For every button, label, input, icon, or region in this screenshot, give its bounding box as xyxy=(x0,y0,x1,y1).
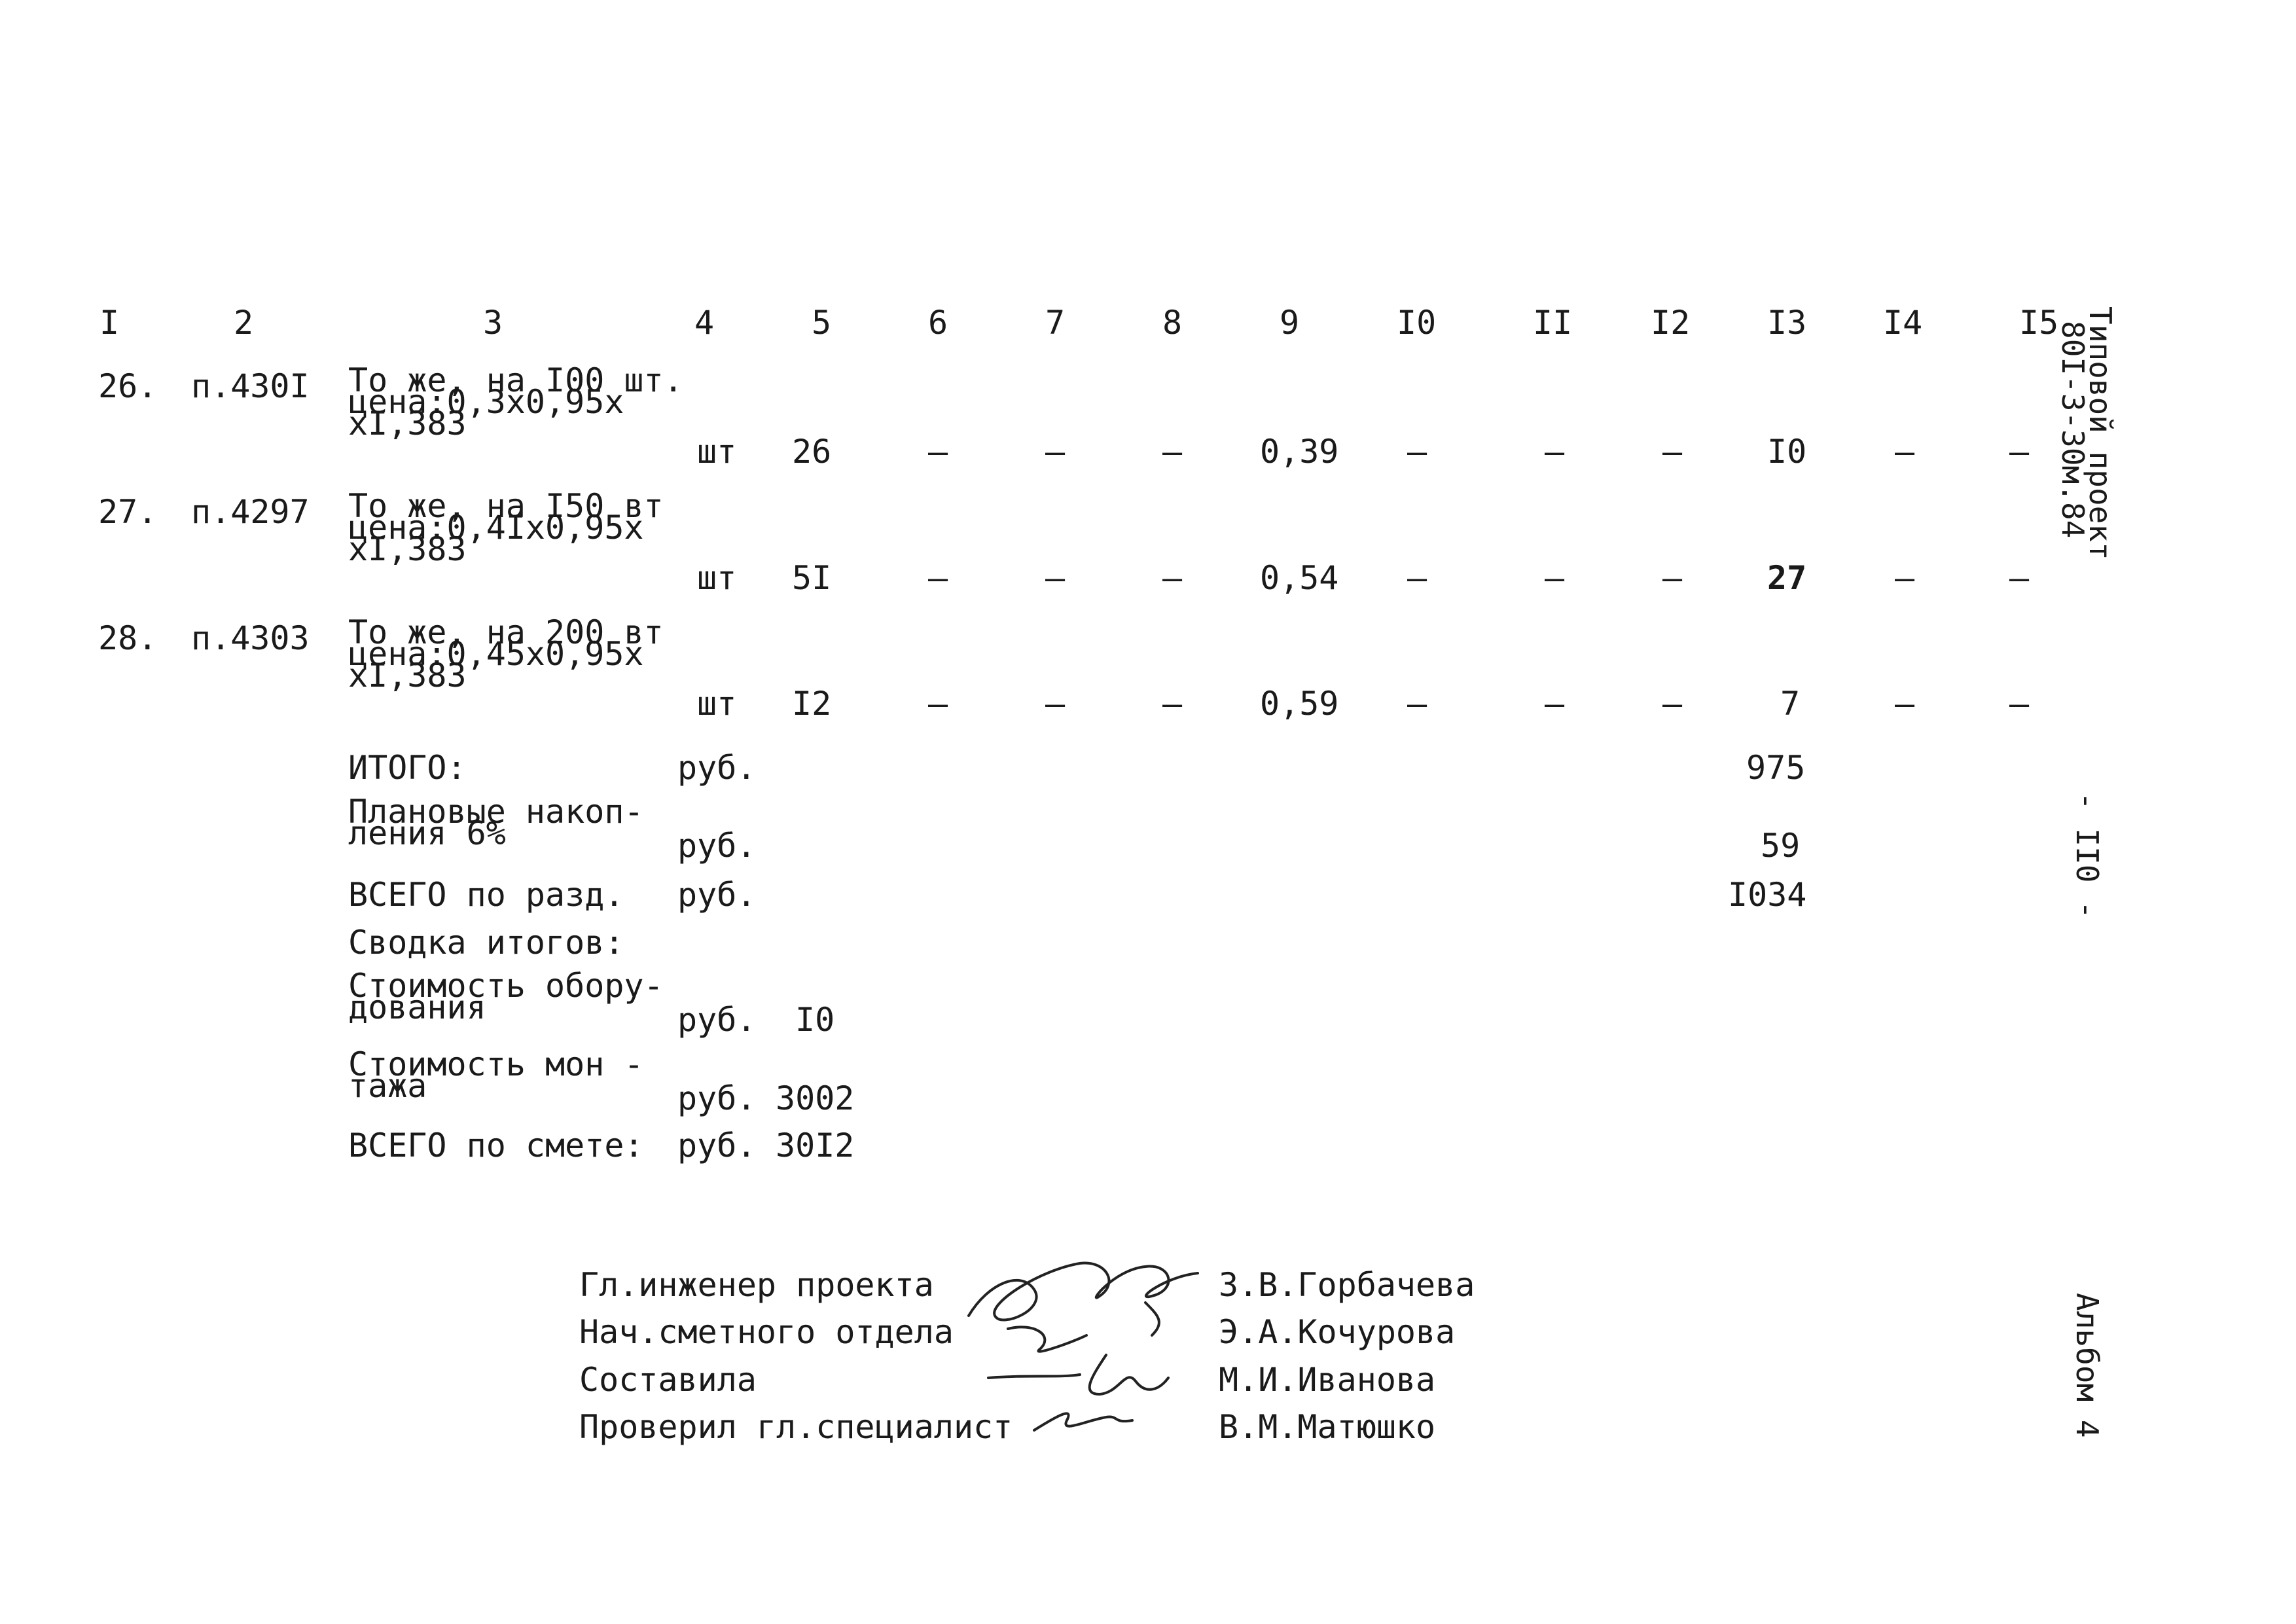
row-col7: – xyxy=(1045,559,1066,597)
row-description: То же, на I50 вт цена:0,4Iх0,95х хI,383 xyxy=(348,487,664,568)
row-col5: 26 xyxy=(792,433,832,471)
project-title: Типовой проект xyxy=(2083,306,2118,560)
signature-role: Гл.инженер проекта xyxy=(579,1266,934,1304)
row-col5: 5I xyxy=(792,559,832,597)
row-col15: – xyxy=(2009,559,2030,597)
row-col13: 7 xyxy=(1780,685,1801,723)
row-col14: – xyxy=(1895,433,1915,471)
planned-savings-label: Плановые накоп- ления 6% xyxy=(348,793,644,852)
row-number: 27. xyxy=(98,493,158,531)
installation-cost-value: 3002 xyxy=(776,1079,855,1117)
section-total-label: ВСЕГО по разд. xyxy=(348,876,624,914)
installation-cost-label: Стоимость мон - тажа xyxy=(348,1045,644,1105)
estimate-total-label: ВСЕГО по смете: xyxy=(348,1127,644,1164)
total-unit: руб. xyxy=(677,749,757,787)
signature-name: З.В.Горбачева xyxy=(1219,1266,1475,1304)
row-unit: шт xyxy=(697,685,737,723)
equipment-cost-unit: руб. xyxy=(677,1001,757,1039)
page-number: - II0 - xyxy=(2070,792,2105,919)
estimate-total-unit: руб. xyxy=(677,1127,757,1164)
planned-savings-unit: руб. xyxy=(677,827,757,865)
col-num-8: 8 xyxy=(1162,304,1183,342)
total-label: ИТОГО: xyxy=(348,749,467,787)
row-col9: 0,39 xyxy=(1260,433,1339,471)
row-col7: – xyxy=(1045,685,1066,723)
row-col5: I2 xyxy=(792,685,832,723)
row-unit: шт xyxy=(697,433,737,471)
row-col11: – xyxy=(1545,685,1565,723)
signature-role: Нач.сметного отдела xyxy=(579,1313,954,1351)
col-num-12: I2 xyxy=(1651,304,1691,342)
planned-savings-value: 59 xyxy=(1761,827,1801,865)
row-col10: – xyxy=(1407,433,1427,471)
installation-cost-unit: руб. xyxy=(677,1079,757,1117)
row-col9: 0,54 xyxy=(1260,559,1339,597)
row-col12: – xyxy=(1662,433,1683,471)
row-col13: I0 xyxy=(1767,433,1807,471)
row-col15: – xyxy=(2009,685,2030,723)
row-col7: – xyxy=(1045,433,1066,471)
col-num-5: 5 xyxy=(812,304,832,342)
album-number: Альбом 4 xyxy=(2070,1293,2105,1438)
col-num-10: I0 xyxy=(1397,304,1437,342)
row-col14: – xyxy=(1895,685,1915,723)
row-col10: – xyxy=(1407,559,1427,597)
row-reference: п.430I xyxy=(191,367,310,405)
row-unit: шт xyxy=(697,559,737,597)
row-col15: – xyxy=(2009,433,2030,471)
total-value: 975 xyxy=(1746,749,1806,787)
row-reference: п.4297 xyxy=(191,493,310,531)
col-num-1: I xyxy=(99,304,120,342)
signature-name: В.М.Матюшко xyxy=(1219,1408,1436,1446)
signature-role: Проверил гл.специалист xyxy=(579,1408,1013,1446)
row-col9: 0,59 xyxy=(1260,685,1339,723)
estimate-total-value: 30I2 xyxy=(776,1127,855,1164)
col-num-14: I4 xyxy=(1883,304,1923,342)
col-num-3: 3 xyxy=(483,304,503,342)
row-reference: п.4303 xyxy=(191,619,310,657)
col-num-13: I3 xyxy=(1767,304,1807,342)
equipment-cost-value: I0 xyxy=(795,1001,835,1039)
row-col14: – xyxy=(1895,559,1915,597)
row-col6: – xyxy=(928,559,948,597)
signature-name: М.И.Иванова xyxy=(1219,1361,1436,1399)
project-code: 80I-3-30м.84 xyxy=(2055,321,2090,539)
col-num-4: 4 xyxy=(694,304,715,342)
equipment-cost-label: Стоимость обору- дования xyxy=(348,967,664,1026)
row-col12: – xyxy=(1662,559,1683,597)
row-col6: – xyxy=(928,433,948,471)
row-col11: – xyxy=(1545,559,1565,597)
col-num-7: 7 xyxy=(1045,304,1066,342)
col-num-2: 2 xyxy=(234,304,254,342)
row-col8: – xyxy=(1162,559,1183,597)
row-col11: – xyxy=(1545,433,1565,471)
row-col8: – xyxy=(1162,433,1183,471)
col-num-11: II xyxy=(1533,304,1573,342)
handwritten-signature xyxy=(949,1244,1237,1453)
row-number: 28. xyxy=(98,619,158,657)
col-num-6: 6 xyxy=(928,304,948,342)
section-total-unit: руб. xyxy=(677,876,757,914)
row-number: 26. xyxy=(98,367,158,405)
col-num-15: I5 xyxy=(2019,304,2059,342)
summary-heading: Сводка итогов: xyxy=(348,924,624,962)
row-description: То же, на 200 вт цена:0,45х0,95х хI,383 xyxy=(348,613,664,695)
section-total-value: I034 xyxy=(1728,876,1807,914)
row-col12: – xyxy=(1662,685,1683,723)
row-description: То же, на I00 шт. цена:0,3х0,95х хI,383 xyxy=(348,361,683,442)
row-col10: – xyxy=(1407,685,1427,723)
row-col13: 27 xyxy=(1767,559,1807,597)
col-num-9: 9 xyxy=(1280,304,1300,342)
row-col8: – xyxy=(1162,685,1183,723)
row-col6: – xyxy=(928,685,948,723)
signature-role: Составила xyxy=(579,1361,757,1399)
signature-name: Э.А.Кочурова xyxy=(1219,1313,1456,1351)
